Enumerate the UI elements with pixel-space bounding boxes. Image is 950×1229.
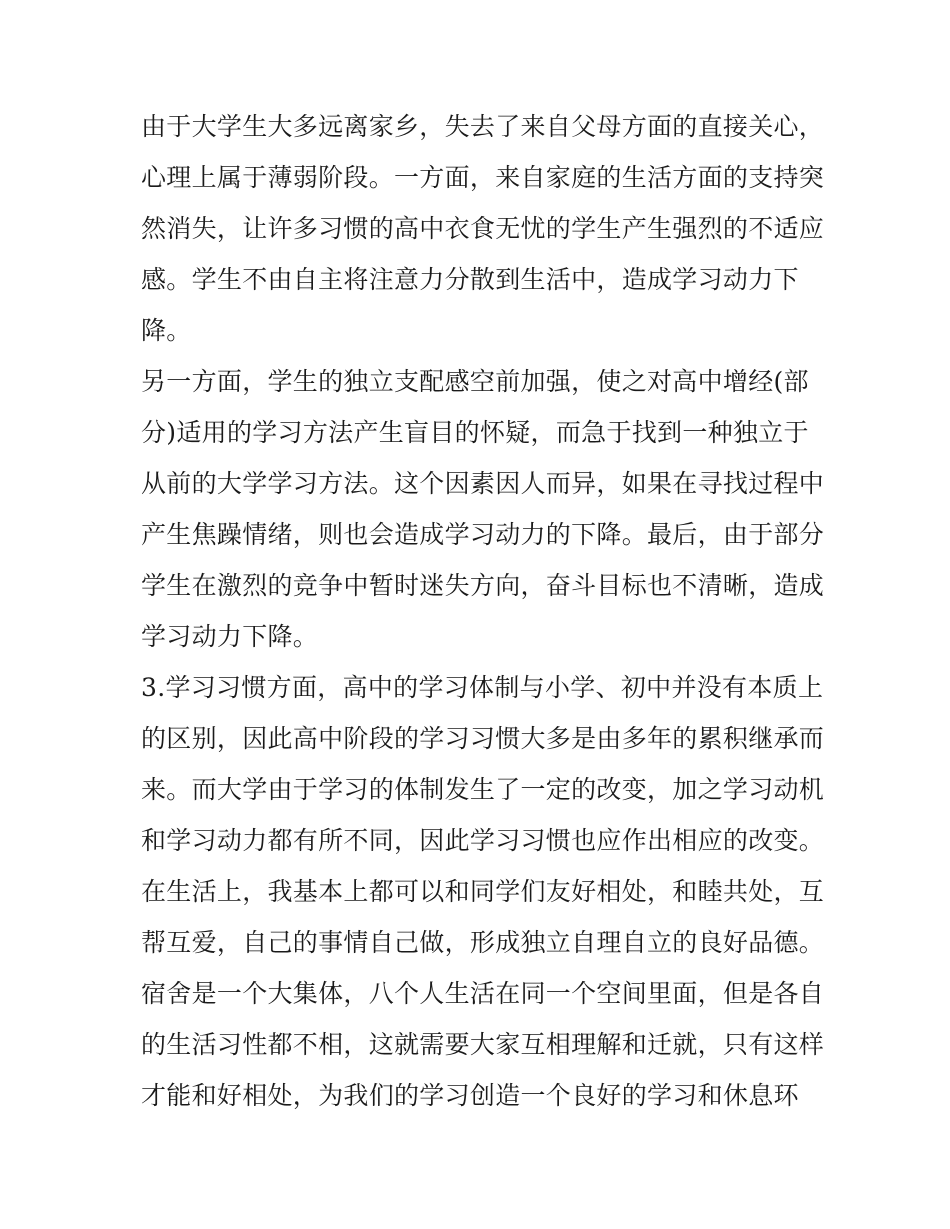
text-line: 产生焦躁情绪，则也会造成学习动力的下降。最后，由于部分	[141, 520, 825, 549]
text-line: 才能和好相处，为我们的学习创造一个良好的学习和休息环	[141, 1081, 799, 1110]
text-line: 宿舍是一个大集体，八个人生活在同一个空间里面，但是各自	[141, 979, 825, 1008]
text-line: 帮互爱，自己的事情自己做，形成独立自理自立的良好品德。	[141, 928, 825, 957]
text-line: 在生活上，我基本上都可以和同学们友好相处，和睦共处，互	[141, 877, 825, 906]
text-line: 然消失，让许多习惯的高中衣食无忧的学生产生强烈的不适应	[141, 214, 825, 243]
text-line: 由于大学生大多远离家乡，失去了来自父母方面的直接关心，	[141, 112, 825, 141]
text-line: 的生活习性都不相，这就需要大家互相理解和迁就，只有这样	[141, 1030, 825, 1059]
text-line: 学生在激烈的竞争中暂时迷失方向，奋斗目标也不清晰，造成	[141, 571, 825, 600]
text-line: 的区别，因此高中阶段的学习习惯大多是由多年的累积继承而	[141, 724, 825, 753]
text-line: 学习动力下降。	[141, 622, 319, 651]
text-line: 分)适用的学习方法产生盲目的怀疑，而急于找到一种独立于	[141, 418, 809, 447]
text-line: 从前的大学学习方法。这个因素因人而异，如果在寻找过程中	[141, 469, 825, 498]
text-line: 另一方面，学生的独立支配感空前加强，使之对高中增经(部	[141, 367, 809, 396]
text-line: 和学习动力都有所不同，因此学习习惯也应作出相应的改变。	[141, 826, 825, 855]
text-line: 感。学生不由自主将注意力分散到生活中，造成学习动力下	[141, 265, 799, 294]
text-line: 3.学习习惯方面，高中的学习体制与小学、初中并没有本质上	[141, 673, 824, 702]
text-line: 来。而大学由于学习的体制发生了一定的改变，加之学习动机	[141, 775, 825, 804]
document-body	[141, 101, 825, 1121]
text-line: 降。	[141, 316, 192, 345]
text-line: 心理上属于薄弱阶段。一方面，来自家庭的生活方面的支持突	[141, 163, 825, 192]
